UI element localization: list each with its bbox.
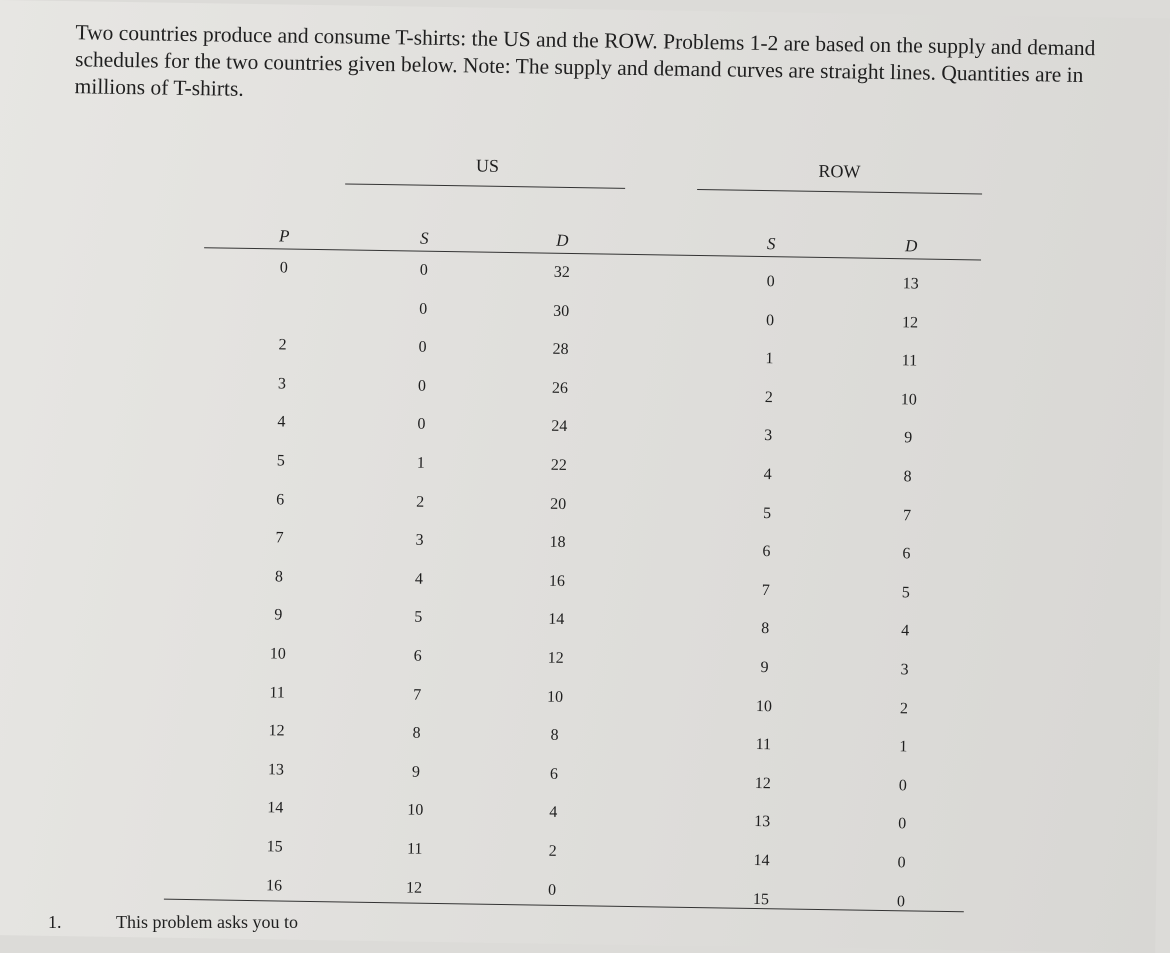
cell-us-d: 4 bbox=[549, 804, 558, 822]
cell-p: 8 bbox=[274, 568, 284, 586]
cell-p: 3 bbox=[277, 375, 287, 393]
cell-row-d: 0 bbox=[898, 815, 907, 833]
cell-row-d: 11 bbox=[901, 352, 918, 370]
cell-row-s: 6 bbox=[762, 543, 771, 561]
cell-row-s: 9 bbox=[760, 659, 769, 677]
cell-row-s: 15 bbox=[752, 890, 770, 908]
cell-row-s: 10 bbox=[755, 697, 773, 715]
cell-row-d: 3 bbox=[900, 661, 909, 679]
col-header-us-supply: S bbox=[419, 228, 429, 248]
cell-p: 16 bbox=[265, 876, 283, 895]
cell-us-d: 18 bbox=[549, 533, 566, 552]
cell-us-d: 26 bbox=[551, 379, 569, 397]
cell-us-d: 22 bbox=[550, 456, 567, 474]
col-header-row-supply: S bbox=[766, 234, 776, 254]
cell-us-d: 14 bbox=[548, 611, 565, 629]
cell-row-s: 7 bbox=[761, 581, 770, 599]
row-heading-rule bbox=[697, 189, 982, 194]
cell-us-d: 2 bbox=[548, 842, 557, 860]
cell-p: 9 bbox=[274, 606, 283, 624]
cell-us-s: 8 bbox=[412, 724, 421, 742]
us-heading: US bbox=[475, 155, 500, 176]
cell-row-d: 9 bbox=[904, 429, 913, 447]
cell-p bbox=[258, 298, 308, 299]
cell-row-d: 12 bbox=[901, 313, 919, 332]
problem-number: 1. bbox=[48, 912, 62, 932]
cell-row-d: 6 bbox=[902, 545, 911, 563]
cell-row-s: 1 bbox=[765, 350, 774, 368]
cell-us-d: 16 bbox=[548, 572, 566, 590]
cell-row-s: 14 bbox=[753, 851, 770, 870]
cell-us-s: 11 bbox=[406, 840, 423, 858]
cell-row-d: 2 bbox=[899, 699, 909, 717]
cell-p: 11 bbox=[269, 683, 285, 702]
cell-p: 13 bbox=[267, 761, 285, 779]
cell-us-d: 12 bbox=[547, 649, 564, 667]
cell-us-d: 20 bbox=[550, 495, 567, 513]
cell-us-d: 30 bbox=[553, 302, 570, 320]
cell-p: 6 bbox=[276, 490, 285, 509]
cell-us-s: 1 bbox=[416, 454, 425, 472]
cell-us-s: 9 bbox=[411, 763, 421, 781]
cell-p: 10 bbox=[269, 645, 286, 663]
cell-us-s: 0 bbox=[419, 261, 428, 279]
col-header-row-demand: D bbox=[904, 236, 918, 256]
cell-us-d: 6 bbox=[549, 765, 559, 783]
cell-p: 4 bbox=[277, 413, 286, 431]
col-header-price: P bbox=[278, 226, 290, 246]
cell-row-d: 7 bbox=[902, 506, 912, 524]
cell-us-s: 6 bbox=[413, 647, 422, 665]
cell-row-d: 13 bbox=[902, 275, 919, 293]
cell-row-s: 12 bbox=[754, 774, 771, 792]
cell-us-d: 8 bbox=[550, 726, 559, 745]
cell-row-s: 8 bbox=[761, 620, 770, 638]
row-heading: ROW bbox=[818, 160, 861, 182]
cell-us-d: 0 bbox=[547, 881, 557, 899]
cell-us-d: 24 bbox=[551, 418, 568, 436]
cell-p: 14 bbox=[267, 799, 284, 817]
table-header-rule bbox=[204, 247, 981, 260]
cell-us-s: 3 bbox=[415, 531, 424, 549]
cell-p: 7 bbox=[275, 529, 284, 547]
cell-row-d: 0 bbox=[898, 777, 907, 795]
col-header-us-demand: D bbox=[556, 230, 569, 250]
cell-row-s: 0 bbox=[766, 273, 775, 291]
cell-p: 15 bbox=[266, 838, 283, 856]
cell-us-s: 2 bbox=[416, 493, 425, 511]
table-bottom-rule bbox=[164, 899, 964, 913]
cell-row-d: 8 bbox=[903, 468, 912, 486]
cell-us-s: 5 bbox=[414, 608, 423, 627]
cell-row-d: 5 bbox=[901, 584, 910, 602]
cell-row-s: 3 bbox=[764, 427, 773, 445]
cell-us-s: 10 bbox=[407, 801, 424, 820]
cell-us-d: 32 bbox=[553, 263, 570, 281]
cell-p: 2 bbox=[278, 336, 287, 354]
cell-p: 12 bbox=[268, 722, 285, 740]
cell-p: 5 bbox=[276, 452, 285, 470]
cell-row-d: 0 bbox=[896, 892, 906, 910]
cell-p: 0 bbox=[279, 259, 288, 277]
problem-text: This problem asks you to bbox=[116, 912, 298, 932]
cell-row-d: 1 bbox=[899, 738, 908, 756]
cell-row-s: 11 bbox=[755, 736, 772, 754]
cell-us-s: 12 bbox=[405, 879, 423, 897]
cell-row-s: 4 bbox=[763, 466, 772, 484]
cell-row-d: 4 bbox=[901, 622, 910, 640]
cell-row-s: 13 bbox=[754, 813, 771, 831]
cell-us-s: 0 bbox=[419, 300, 428, 318]
cell-us-s: 4 bbox=[414, 570, 424, 588]
cell-us-s: 0 bbox=[417, 416, 426, 434]
cell-us-d: 10 bbox=[546, 688, 564, 706]
cell-row-s: 0 bbox=[765, 311, 775, 329]
cell-us-d: 28 bbox=[552, 340, 569, 359]
cell-row-s: 5 bbox=[762, 504, 772, 522]
cell-us-s: 0 bbox=[417, 377, 427, 395]
cell-row-s: 2 bbox=[764, 388, 773, 406]
cell-us-s: 0 bbox=[418, 338, 427, 356]
cell-us-s: 7 bbox=[413, 686, 422, 704]
intro-paragraph: Two countries produce and consume T-shirts: the US and the ROW. Problems 1-2 are based on the supply and demand schedules for the two countries given below. Note: The supply and demand curves are straight lines. Quantities are in millions of T-shirts. bbox=[74, 20, 1096, 101]
cell-row-d: 10 bbox=[900, 390, 917, 409]
us-heading-rule bbox=[345, 183, 625, 188]
cell-row-d: 0 bbox=[897, 854, 906, 872]
